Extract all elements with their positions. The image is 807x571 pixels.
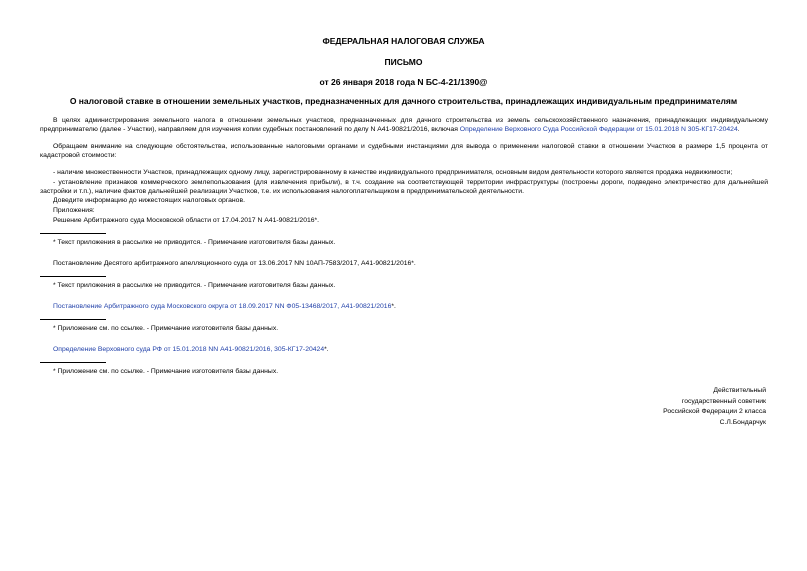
attachment-4-end: *. (324, 346, 329, 353)
doc-date-number: от 26 января 2018 года N БС-4-21/1390@ (319, 77, 488, 87)
attachment-2: Постановление Десятого арбитражного апелляционного суда от 13.06.2017 NN 10АП-7583/2017, А41-90821/2016*. (53, 260, 416, 267)
attachment-4-note: * Приложение см. по ссылке. - Примечание изготовителя базы данных. (53, 368, 279, 375)
attachment-3-note: * Приложение см. по ссылке. - Примечание изготовителя базы данных. (53, 325, 279, 332)
attachment-3-link[interactable]: Постановление Арбитражного суда Московского округа от 18.09.2017 NN Ф05-13468/2017, А41-90821/2016 (53, 303, 392, 310)
attachment-3 (53, 303, 396, 312)
attachment-4 (53, 346, 329, 355)
paragraph-1 (40, 117, 768, 134)
bullet-1: - наличие множественности Участков, принадлежащих одному лицу, зарегистрированному в качестве индивидуального предпринимателя, основным видом деятельности которого является продажа недвижимости; (53, 169, 733, 176)
paragraph-2: Обращаем внимание на следующие обстоятельства, использованные налоговыми органами и судебными инстанциями для вывода о применении налоговой ставки в отношении Участков в размере 1,5 процента от кадастровой стоимости: (40, 143, 768, 159)
supreme-court-ruling-link[interactable]: Определение Верховного Суда Российской Федерации от 15.01.2018 N 305-КГ17-20424 (459, 125, 738, 133)
attachment-2-note: * Текст приложения в рассылке не приводится. - Примечание изготовителя базы данных. (53, 282, 336, 289)
paragraph-1-text: В целях администрирования земельного налога в отношении земельных участков, предназначенных для дачного строительства из земель сельскохозяйственного назначения, принадлежащих индивидуальному предпринимателю (далее - Участки), направляем для изучения копии судебных постановлений по делу N А41-90821/2016, включая (40, 117, 768, 133)
paragraph-3: Доведите информацию до нижестоящих налоговых органов. (53, 197, 245, 204)
footnote-rule (40, 276, 106, 277)
footnote-rule (40, 362, 106, 363)
attachments-label: Приложения: (53, 207, 95, 214)
doc-type: ПИСЬМО (384, 57, 423, 67)
signatory-name: С.Л.Бондарчук (719, 418, 766, 426)
paragraph-1-end: . (737, 125, 740, 133)
signature-line-3: Российской Федерации 2 класса (663, 408, 766, 416)
footnote-rule (40, 233, 106, 234)
bullet-2: - установление признаков коммерческого землепользования (для извлечения прибыли), в т.ч. создание на соответствующей территории инфраструктуры (построены дороги, подведено электричество для дальнейшей застройки и т.п.), наличие фактов дальнейшей реализации Участков, т.е. их использования налогоплательщиком в предпринимательской деятельности. (40, 179, 768, 195)
signature-line-1: Действительный (713, 387, 766, 394)
attachment-1-note: * Текст приложения в рассылке не приводится. - Примечание изготовителя базы данных. (53, 239, 336, 246)
signature-line-2: государственный советник (681, 397, 766, 405)
attachment-3-end: *. (391, 303, 396, 310)
attachment-4-link[interactable]: Определение Верховного суда РФ от 15.01.2018 NN А41-90821/2016, 305-КГ17-20424 (53, 346, 325, 353)
footnote-rule (40, 319, 106, 320)
doc-subject: О налоговой ставке в отношении земельных участков, предназначенных для дачного строительства, принадлежащих индивидуальным предпринимателям (69, 96, 738, 106)
org-title: ФЕДЕРАЛЬНАЯ НАЛОГОВАЯ СЛУЖБА (322, 36, 485, 46)
signature-block (663, 386, 766, 428)
attachment-1: Решение Арбитражного суда Московской области от 17.04.2017 N А41-90821/2016*. (53, 217, 320, 224)
